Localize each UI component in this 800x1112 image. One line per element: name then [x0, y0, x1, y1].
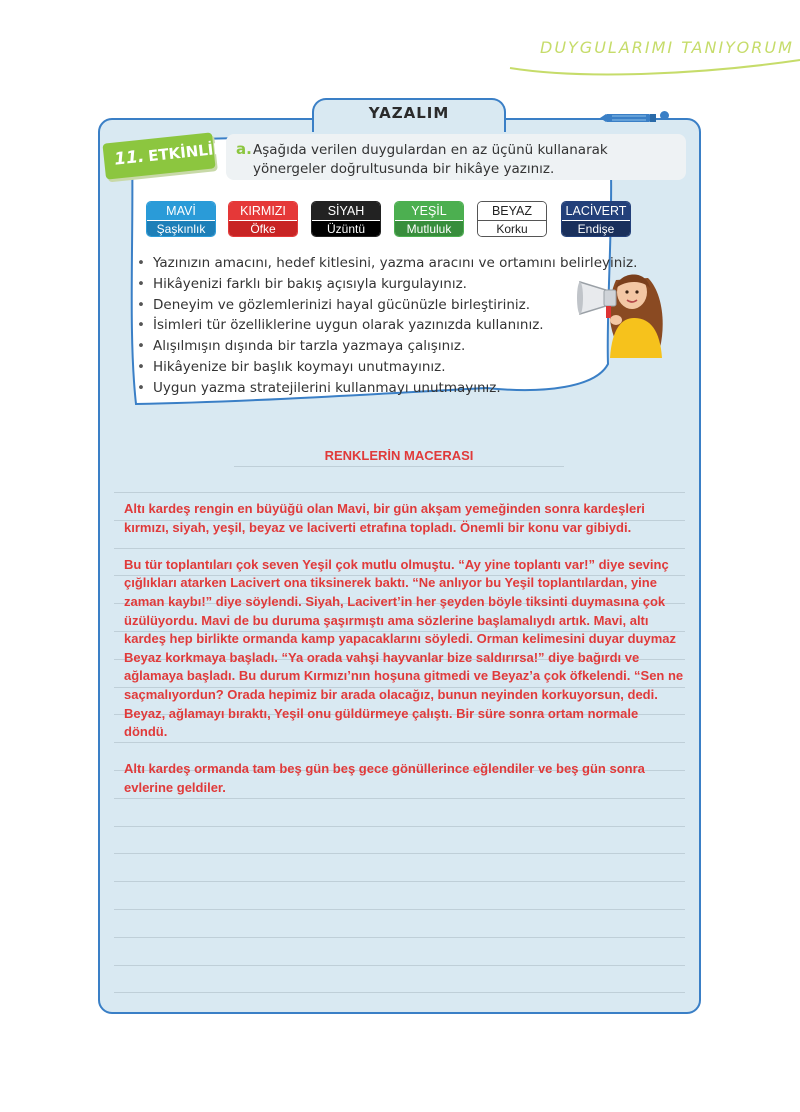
unit-title: DUYGULARIMI TANIYORUM	[540, 38, 794, 57]
emotion-card	[228, 201, 298, 237]
activity-number: 11.	[113, 146, 146, 170]
guideline-item: • İsimleri tür özelliklerine uygun olarak yazınızda kullanınız.	[137, 315, 637, 336]
writing-line	[114, 492, 685, 493]
emotion-color-name: MAVİ	[147, 202, 215, 221]
girl-megaphone-illustration	[576, 262, 666, 358]
emotion-color-name: YEŞİL	[395, 202, 463, 221]
emotion-card	[477, 201, 547, 237]
story-paragraph: Altı kardeş ormanda tam beş gün beş gece gönüllerince eğlendiler ve beş gün sonra evlerine geldiler.	[124, 761, 645, 795]
emotion-label: Endişe	[562, 221, 630, 237]
emotion-label: Üzüntü	[312, 221, 380, 237]
writing-line	[114, 937, 685, 938]
emotion-color-name: SİYAH	[312, 202, 380, 221]
emotion-label: Öfke	[229, 221, 297, 237]
guideline-item: • Hikâyenizi farklı bir bakış açısıyla kurgulayınız.	[137, 274, 637, 295]
decor-dot	[660, 111, 669, 120]
emotion-label: Mutluluk	[395, 221, 463, 237]
emotion-card	[146, 201, 216, 237]
emotion-label: Korku	[478, 221, 546, 237]
story-title: RENKLERİN MACERASI	[324, 448, 474, 463]
guideline-item: • Alışılmışın dışında bir tarzla yazmaya çalışınız.	[137, 336, 637, 357]
writing-line	[114, 965, 685, 966]
emotion-color-name: KIRMIZI	[229, 202, 297, 221]
instruction-letter: a.	[236, 140, 252, 158]
story-text	[124, 500, 684, 816]
story-paragraph: Altı kardeş rengin en büyüğü olan Mavi, bir gün akşam yemeğinden sonra kardeşleri kırmızı, siyah, yeşil, beyaz ve laciverti etrafına topladı. Önemli bir konu var gibiydi.	[124, 501, 645, 535]
story-paragraph: Bu tür toplantıları çok seven Yeşil çok mutlu olmuştu. “Ay yine toplantı var!” diye sevinç çığlıkları atarken Lacivert ona tiksinerek baktı. “Ne anlıyor bu Yeşil toplantılardan, yine zaman kaybı!” diye söylendi. Siyah, Lacivert’in her şeyden böyle tiksinti duymasına çok üzülüyordu. Mavi de bu duruma şaşırmıştı ama sözlerine başlamalıydı artık. Mavi, altı kardeş hep birlikte ormanda kamp yapacaklarını söyledi. Orman kelimesini duyar duymaz Beyaz korkmaya başladı. “Ya orada vahşi hayvanlar bize saldırırsa!” diye bağırdı ve ağlamaya başladı. Bu durum Kırmızı’nın hoşuna gitmedi ve Beyaz’a çok öfkelendi. “Sen ne saçmalıyordun? Orada hepimiz bir arada olacağız, bunun neyinden korkuyorsun, dedi. Beyaz, ağlamayı bıraktı, Yeşil onu güldürmeye çalıştı. Bir süre sonra ortam normale döndü.	[124, 556, 684, 740]
guideline-item: • Uygun yazma stratejilerini kullanmayı unutmayınız.	[137, 378, 637, 399]
instruction-text: Aşağıda verilen duygulardan en az üçünü kullanarak yönergeler doğrultusunda bir hikâye yazınız.	[253, 142, 608, 177]
guideline-item: • Hikâyenize bir başlık koymayı unutmayınız.	[137, 357, 637, 378]
emotion-card	[311, 201, 381, 237]
writing-line	[114, 881, 685, 882]
emotion-color-name: LACİVERT	[562, 202, 630, 221]
emotion-color-name: BEYAZ	[478, 202, 546, 221]
activity-label: ETKİNLİK	[147, 139, 226, 166]
pencil-icon	[600, 112, 658, 124]
emotion-card	[561, 201, 631, 237]
guideline-list	[137, 253, 637, 399]
writing-line	[114, 909, 685, 910]
writing-line	[114, 992, 685, 993]
section-tab-label: YAZALIM	[368, 104, 450, 122]
writing-line	[114, 826, 685, 827]
guideline-item: • Yazınızın amacını, hedef kitlesini, yazma aracını ve ortamını belirleyiniz.	[137, 253, 637, 274]
title-underline	[234, 466, 564, 467]
writing-line	[114, 853, 685, 854]
emotion-label: Şaşkınlık	[147, 221, 215, 237]
emotion-card	[394, 201, 464, 237]
guideline-item: • Deneyim ve gözlemlerinizi hayal gücünüzle birleştiriniz.	[137, 295, 637, 316]
